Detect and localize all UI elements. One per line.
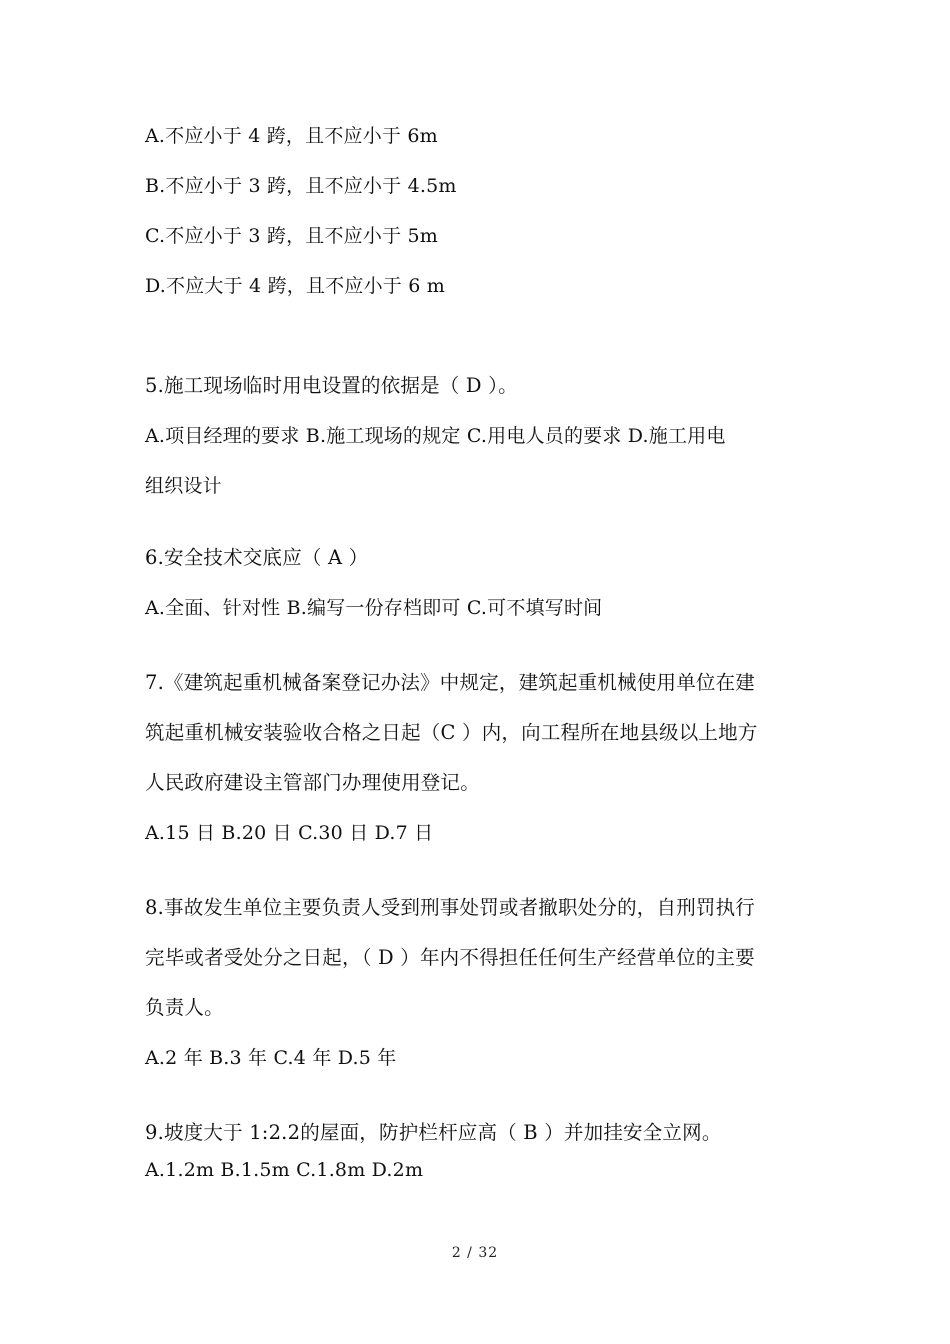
- q4-option-a: A.不应小于 4 跨，且不应小于 6m: [145, 125, 438, 147]
- q5-question: 5.施工现场临时用电设置的依据是（ D ）。: [145, 374, 518, 397]
- q8-question-line3: 负责人。: [145, 996, 224, 1019]
- q8-question-line2: 完毕或者受处分之日起，（ D ）年内不得担任任何生产经营单位的主要: [145, 946, 755, 969]
- q4-option-b: B.不应小于 3 跨，且不应小于 4.5m: [145, 175, 457, 197]
- q6-options: A.全面、针对性 B.编写一份存档即可 C.可不填写时间: [145, 597, 603, 619]
- q4-option-c: C.不应小于 3 跨，且不应小于 5m: [145, 225, 439, 247]
- q9-options: A.1.2m B.1.5m C.1.8m D.2m: [145, 1159, 424, 1181]
- q5-options-line1: A.项目经理的要求 B.施工现场的规定 C.用电人员的要求 D.施工用电: [145, 425, 726, 447]
- q8-options: A.2 年 B.3 年 C.4 年 D.5 年: [145, 1047, 397, 1069]
- q6-question: 6.安全技术交底应（ A ）: [145, 546, 369, 569]
- q7-question-line3: 人民政府建设主管部门办理使用登记。: [145, 771, 480, 794]
- q7-options: A.15 日 B.20 日 C.30 日 D.7 日: [145, 822, 434, 844]
- q8-question-line1: 8.事故发生单位主要负责人受到刑事处罚或者撤职处分的，自刑罚执行: [145, 896, 756, 919]
- page-number: 2 / 32: [451, 1245, 499, 1261]
- q7-question-line2: 筑起重机械安装验收合格之日起（C ）内，向工程所在地县级以上地方: [145, 721, 758, 744]
- q9-question: 9.坡度大于 1:2.2的屋面，防护栏杆应高（ B ）并加挂安全立网。: [145, 1121, 722, 1144]
- q7-question-line1: 7.《建筑起重机械备案登记办法》中规定，建筑起重机械使用单位在建: [145, 671, 756, 694]
- q5-options-line2: 组织设计: [145, 475, 222, 497]
- q4-option-d: D.不应大于 4 跨，且不应小于 6 m: [145, 275, 445, 297]
